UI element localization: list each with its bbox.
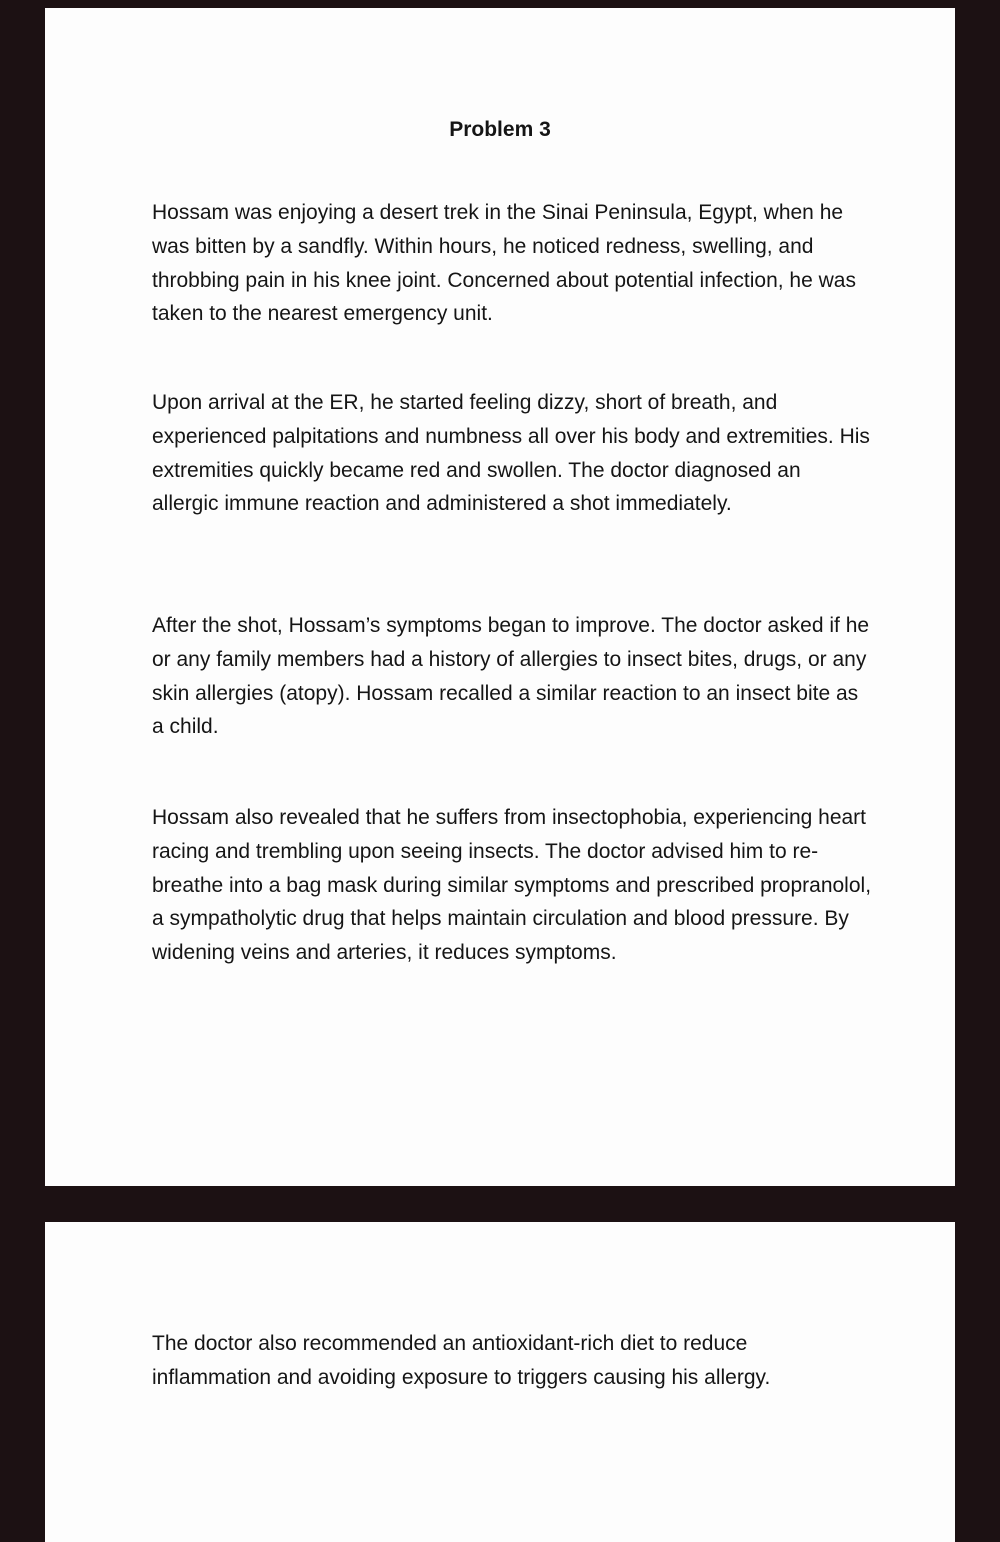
- paragraph-3: After the shot, Hossam’s symptoms began to improve. The doctor asked if he or any family members had a history of allergies to insect bites, drugs, or any skin allergies (atopy). Hossam recalled a similar reaction to an insect bite as a child.: [152, 614, 870, 739]
- paragraph-4: Hossam also revealed that he suffers from insectophobia, experiencing heart racing and trembling upon seeing insects. The doctor advised him to re-breathe into a bag mask during similar symptoms and prescribed propranolol, a sympatholytic drug that helps maintain circulation and blood pressure. By widening veins and arteries, it reduces symptoms.: [152, 806, 872, 965]
- paragraph-5: The doctor also recommended an antioxidant-rich diet to reduce inflammation and avoiding exposure to triggers causing his allergy.: [152, 1332, 771, 1389]
- document-page-2: [45, 1222, 955, 1542]
- paragraph-2: Upon arrival at the ER, he started feeling dizzy, short of breath, and experienced palpitations and numbness all over his body and extremities. His extremities quickly became red and swollen. The doctor diagnosed an allergic immune reaction and administered a shot immediately.: [152, 391, 870, 516]
- page-title: Problem 3: [449, 118, 551, 141]
- paragraph-1: Hossam was enjoying a desert trek in the Sinai Peninsula, Egypt, when he was bitten by a sandfly. Within hours, he noticed redness, swelling, and throbbing pain in his knee joint. Concerned about potential infection, he was taken to the nearest emergency unit.: [152, 201, 856, 326]
- document-page-1: [45, 8, 955, 1186]
